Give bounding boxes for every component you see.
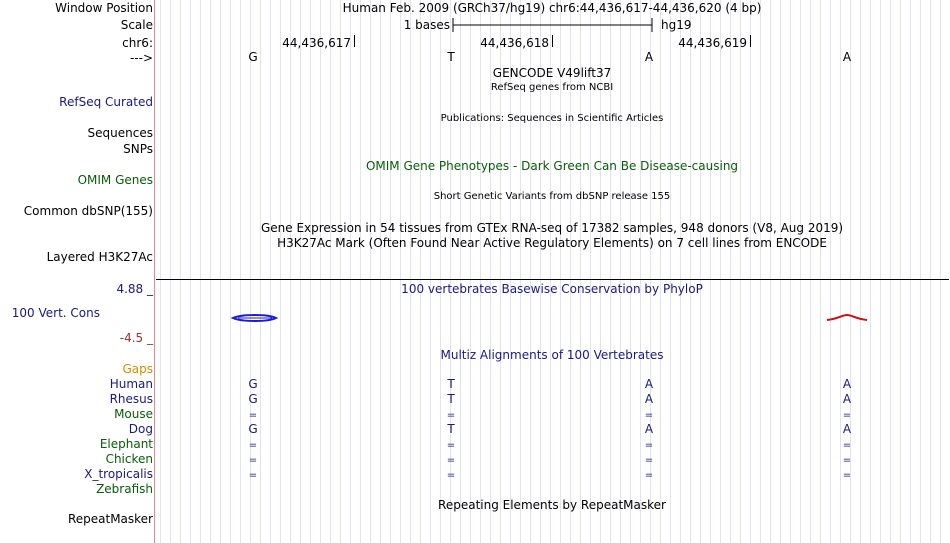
h3k27ac-track-label[interactable]: Layered H3K27Ac	[46, 250, 153, 264]
alignment-base: =	[446, 440, 456, 451]
grid-line	[230, 0, 231, 543]
grid-line	[260, 0, 261, 543]
refseq-track-label[interactable]: RefSeq Curated	[59, 95, 153, 109]
grid-line	[440, 0, 441, 543]
grid-line	[790, 0, 791, 543]
assembly-label: hg19	[661, 18, 692, 32]
dbsnp-track-label[interactable]: Common dbSNP(155)	[23, 204, 153, 218]
alignment-base: =	[248, 410, 258, 421]
snps-track-label[interactable]: SNPs	[123, 142, 153, 156]
alignment-base: G	[248, 422, 258, 436]
scale-text: 1 bases	[403, 18, 450, 32]
grid-line	[630, 0, 631, 543]
grid-line	[870, 0, 871, 543]
alignment-base: =	[446, 410, 456, 421]
grid-line	[620, 0, 621, 543]
coord-1: 44,436,617	[282, 36, 351, 50]
position-readout[interactable]: Human Feb. 2009 (GRCh37/hg19) chr6:44,436,617-44,436,620 (4 bp)	[342, 1, 762, 15]
grid-line	[780, 0, 781, 543]
omim-track-title[interactable]: OMIM Gene Phenotypes - Dark Green Can Be Disease-causing	[365, 159, 739, 173]
publications-track-title[interactable]: Publications: Sequences in Scientific Articles	[440, 113, 664, 124]
alignment-base: G	[248, 377, 258, 391]
grid-line	[940, 0, 941, 543]
grid-line	[740, 0, 741, 543]
grid-line	[400, 0, 401, 543]
grid-line	[390, 0, 391, 543]
grid-line	[410, 0, 411, 543]
grid-line	[820, 0, 821, 543]
alignment-base: T	[447, 392, 455, 406]
repeat-track-title[interactable]: Repeating Elements by RepeatMasker	[438, 498, 666, 512]
grid-line	[700, 0, 701, 543]
alignment-base: =	[842, 470, 852, 481]
grid-line	[660, 0, 661, 543]
gtex-track-title[interactable]: Gene Expression in 54 tissues from GTEx RNA-seq of 17382 samples, 948 donors (V8, Aug 2019)	[260, 221, 844, 235]
cons-negative-mark	[824, 313, 870, 323]
grid-line	[200, 0, 201, 543]
grid-line	[240, 0, 241, 543]
chrom-label: chr6:	[122, 36, 153, 50]
grid-line	[910, 0, 911, 543]
grid-line	[380, 0, 381, 543]
grid-line	[300, 0, 301, 543]
grid-line	[330, 0, 331, 543]
cons-track-label[interactable]: 100 Vert. Cons	[11, 306, 100, 320]
scale-label: Scale	[120, 18, 153, 32]
dbsnp-track-title[interactable]: Short Genetic Variants from dbSNP release 155	[433, 191, 671, 202]
grid-line	[340, 0, 341, 543]
grid-line	[760, 0, 761, 543]
alignment-base: =	[842, 410, 852, 421]
grid-line	[690, 0, 691, 543]
alignment-base: =	[248, 470, 258, 481]
grid-line	[280, 0, 281, 543]
grid-line	[360, 0, 361, 543]
species-label: Dog	[128, 422, 153, 436]
base-4: A	[842, 50, 852, 64]
grid-line	[220, 0, 221, 543]
grid-line	[290, 0, 291, 543]
grid-line	[830, 0, 831, 543]
sequences-track-label[interactable]: Sequences	[87, 126, 153, 140]
track-separator	[156, 279, 949, 280]
cons-positive-mark	[230, 312, 280, 324]
grid-line	[770, 0, 771, 543]
species-label: Mouse	[114, 407, 153, 421]
alignment-base: =	[644, 470, 654, 481]
grid-line	[750, 0, 751, 543]
gencode-track-title[interactable]: GENCODE V49lift37	[492, 66, 612, 80]
alignment-base: =	[644, 410, 654, 421]
coord-2: 44,436,618	[480, 36, 549, 50]
grid-line	[800, 0, 801, 543]
alignment-base: G	[248, 392, 258, 406]
grid-line	[210, 0, 211, 543]
species-label: Rhesus	[109, 392, 153, 406]
grid-line	[920, 0, 921, 543]
grid-line	[310, 0, 311, 543]
h3k27ac-track-title[interactable]: H3K27Ac Mark (Often Found Near Active Regulatory Elements) on 7 cell lines from ENCODE	[277, 236, 827, 250]
alignment-base: =	[248, 455, 258, 466]
grid-line	[880, 0, 881, 543]
alignment-base: A	[644, 377, 654, 391]
label-divider	[154, 0, 155, 543]
grid-line	[680, 0, 681, 543]
grid-line	[170, 0, 171, 543]
omim-track-label[interactable]: OMIM Genes	[77, 173, 153, 187]
species-label: Elephant	[99, 437, 153, 451]
alignment-base: =	[842, 440, 852, 451]
grid-line	[710, 0, 711, 543]
cons-max-label: 4.88 _	[116, 282, 153, 296]
grid-line	[640, 0, 641, 543]
grid-line	[810, 0, 811, 543]
alignment-base: =	[644, 440, 654, 451]
alignment-base: =	[446, 470, 456, 481]
refseq-track-title[interactable]: RefSeq genes from NCBI	[490, 82, 614, 93]
alignment-base: T	[447, 377, 455, 391]
window-position-label: Window Position	[55, 1, 153, 15]
grid-line	[480, 0, 481, 543]
alignment-base: =	[446, 455, 456, 466]
multiz-track-title[interactable]: Multiz Alignments of 100 Vertebrates	[440, 348, 664, 362]
alignment-base: A	[842, 392, 852, 406]
grid-line	[430, 0, 431, 543]
strand-label: --->	[129, 51, 153, 65]
coord-tick-3	[750, 35, 751, 47]
coord-3: 44,436,619	[678, 36, 747, 50]
gaps-label: Gaps	[122, 362, 153, 376]
repeat-track-label[interactable]: RepeatMasker	[67, 512, 153, 526]
grid-line	[470, 0, 471, 543]
alignment-base: =	[644, 455, 654, 466]
grid-line	[180, 0, 181, 543]
grid-line	[730, 0, 731, 543]
grid-line	[890, 0, 891, 543]
grid-line	[930, 0, 931, 543]
grid-line	[900, 0, 901, 543]
grid-line	[840, 0, 841, 543]
grid-line	[720, 0, 721, 543]
grid-line	[270, 0, 271, 543]
alignment-base: T	[447, 422, 455, 436]
grid-line	[320, 0, 321, 543]
grid-line	[860, 0, 861, 543]
alignment-base: =	[248, 440, 258, 451]
grid-line	[460, 0, 461, 543]
coord-tick-2	[552, 35, 553, 47]
alignment-base: A	[644, 392, 654, 406]
grid-line	[190, 0, 191, 543]
base-2: T	[447, 50, 455, 64]
species-label: Zebrafish	[96, 482, 153, 496]
grid-line	[370, 0, 371, 543]
cons-track-title[interactable]: 100 vertebrates Basewise Conservation by PhyloP	[401, 282, 703, 296]
grid-line	[160, 0, 161, 543]
alignment-base: A	[842, 377, 852, 391]
species-label: Chicken	[105, 452, 153, 466]
species-label: Human	[109, 377, 153, 391]
grid-line	[670, 0, 671, 543]
base-3: A	[644, 50, 654, 64]
scale-bar	[452, 17, 654, 33]
base-1: G	[248, 50, 258, 64]
species-label: X_tropicalis	[84, 467, 153, 481]
coord-tick-1	[354, 35, 355, 47]
grid-line	[350, 0, 351, 543]
alignment-base: =	[842, 455, 852, 466]
grid-line	[420, 0, 421, 543]
alignment-base: A	[644, 422, 654, 436]
alignment-base: A	[842, 422, 852, 436]
cons-min-label: -4.5 _	[119, 331, 153, 345]
